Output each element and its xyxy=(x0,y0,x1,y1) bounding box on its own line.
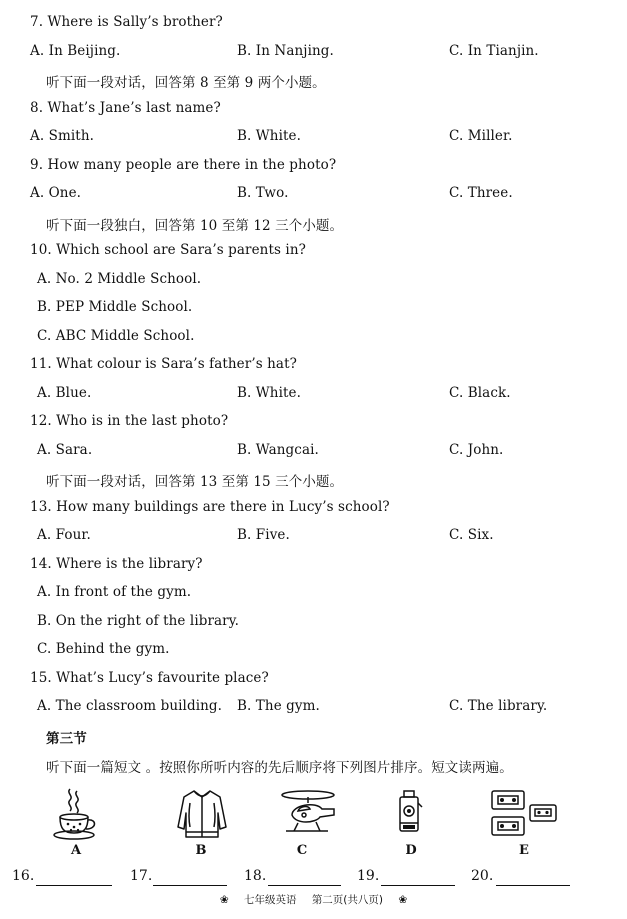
cassette-tapes-icon xyxy=(488,787,558,845)
question-10: 10. Which school are Sara’s parents in? xyxy=(30,242,306,258)
blank-number-17: 17. xyxy=(130,868,153,884)
question-7: 7. Where is Sally’s brother? xyxy=(30,14,223,30)
q13-option-c: C. Six. xyxy=(449,527,494,543)
question-13: 13. How many buildings are there in Lucy’s school? xyxy=(30,499,390,515)
instruction-q13-q15: 听下面一段对话，回答第 13 至第 15 三个小题。 xyxy=(46,474,344,490)
tea-cup-icon xyxy=(52,787,102,845)
answer-blank-20[interactable] xyxy=(496,885,570,886)
q11-option-b: B. White. xyxy=(237,385,301,401)
jacket-icon xyxy=(176,787,226,845)
instruction-section-3: 听下面一篇短文 。按照你所听内容的先后顺序将下列图片排序。短文读两遍。 xyxy=(46,760,513,776)
q13-option-b: B. Five. xyxy=(237,527,290,543)
q8-option-b: B. White. xyxy=(237,128,301,144)
answer-blanks-row xyxy=(0,867,627,891)
q11-option-c: C. Black. xyxy=(449,385,511,401)
picture-label-e: E xyxy=(519,843,529,858)
blank-number-16: 16. xyxy=(12,868,35,884)
question-12: 12. Who is in the last photo? xyxy=(30,413,229,429)
q15-option-a: A. The classroom building. xyxy=(37,698,223,714)
footer-subject: 七年级英语 xyxy=(243,894,297,906)
picture-label-d: D xyxy=(405,843,417,858)
question-14: 14. Where is the library? xyxy=(30,556,203,572)
q14-option-a: A. In front of the gym. xyxy=(37,584,192,600)
q7-option-a: A. In Beijing. xyxy=(30,43,121,59)
q11-option-a: A. Blue. xyxy=(37,385,92,401)
q9-option-c: C. Three. xyxy=(449,185,513,201)
q7-option-b: B. In Nanjing. xyxy=(237,43,334,59)
answer-blank-16[interactable] xyxy=(36,885,112,886)
picture-label-a: A xyxy=(70,843,82,858)
q12-option-a: A. Sara. xyxy=(37,442,93,458)
blank-number-20: 20. xyxy=(471,868,494,884)
answer-blank-19[interactable] xyxy=(381,885,455,886)
q15-option-c: C. The library. xyxy=(449,698,548,714)
picture-label-c: C xyxy=(296,843,308,858)
question-11: 11. What colour is Sara’s father’s hat? xyxy=(30,356,297,372)
q15-option-b: B. The gym. xyxy=(237,698,320,714)
q10-option-c: C. ABC Middle School. xyxy=(37,328,195,344)
question-8: 8. What’s Jane’s last name? xyxy=(30,100,221,116)
q14-option-c: C. Behind the gym. xyxy=(37,641,170,657)
q13-option-a: A. Four. xyxy=(37,527,91,543)
q14-option-b: B. On the right of the library. xyxy=(37,613,240,629)
picture-label-b: B xyxy=(195,843,207,858)
camera-icon xyxy=(394,787,426,845)
blank-number-18: 18. xyxy=(244,868,267,884)
instruction-q10-q12: 听下面一段独白，回答第 10 至第 12 三个小题。 xyxy=(46,218,344,234)
q10-option-b: B. PEP Middle School. xyxy=(37,299,193,315)
answer-blank-17[interactable] xyxy=(153,885,227,886)
q8-option-c: C. Miller. xyxy=(449,128,513,144)
footer-flower-icon-left: ❀ xyxy=(219,894,229,906)
question-9: 9. How many people are there in the photo? xyxy=(30,157,337,173)
footer-page-number: 第二页(共八页) xyxy=(311,894,384,906)
q12-option-b: B. Wangcai. xyxy=(237,442,319,458)
answer-blank-18[interactable] xyxy=(268,885,341,886)
section-3-heading: 第三节 xyxy=(46,731,87,747)
question-15: 15. What’s Lucy’s favourite place? xyxy=(30,670,269,686)
q10-option-a: A. No. 2 Middle School. xyxy=(37,271,202,287)
q9-option-b: B. Two. xyxy=(237,185,289,201)
footer-flower-icon-right: ❀ xyxy=(398,894,408,906)
helicopter-toy-icon xyxy=(276,787,338,845)
q12-option-c: C. John. xyxy=(449,442,504,458)
q8-option-a: A. Smith. xyxy=(30,128,95,144)
q9-option-a: A. One. xyxy=(30,185,82,201)
q7-option-c: C. In Tianjin. xyxy=(449,43,539,59)
instruction-q8-q9: 听下面一段对话，回答第 8 至第 9 两个小题。 xyxy=(46,75,326,91)
page-footer xyxy=(0,892,627,907)
blank-number-19: 19. xyxy=(357,868,380,884)
